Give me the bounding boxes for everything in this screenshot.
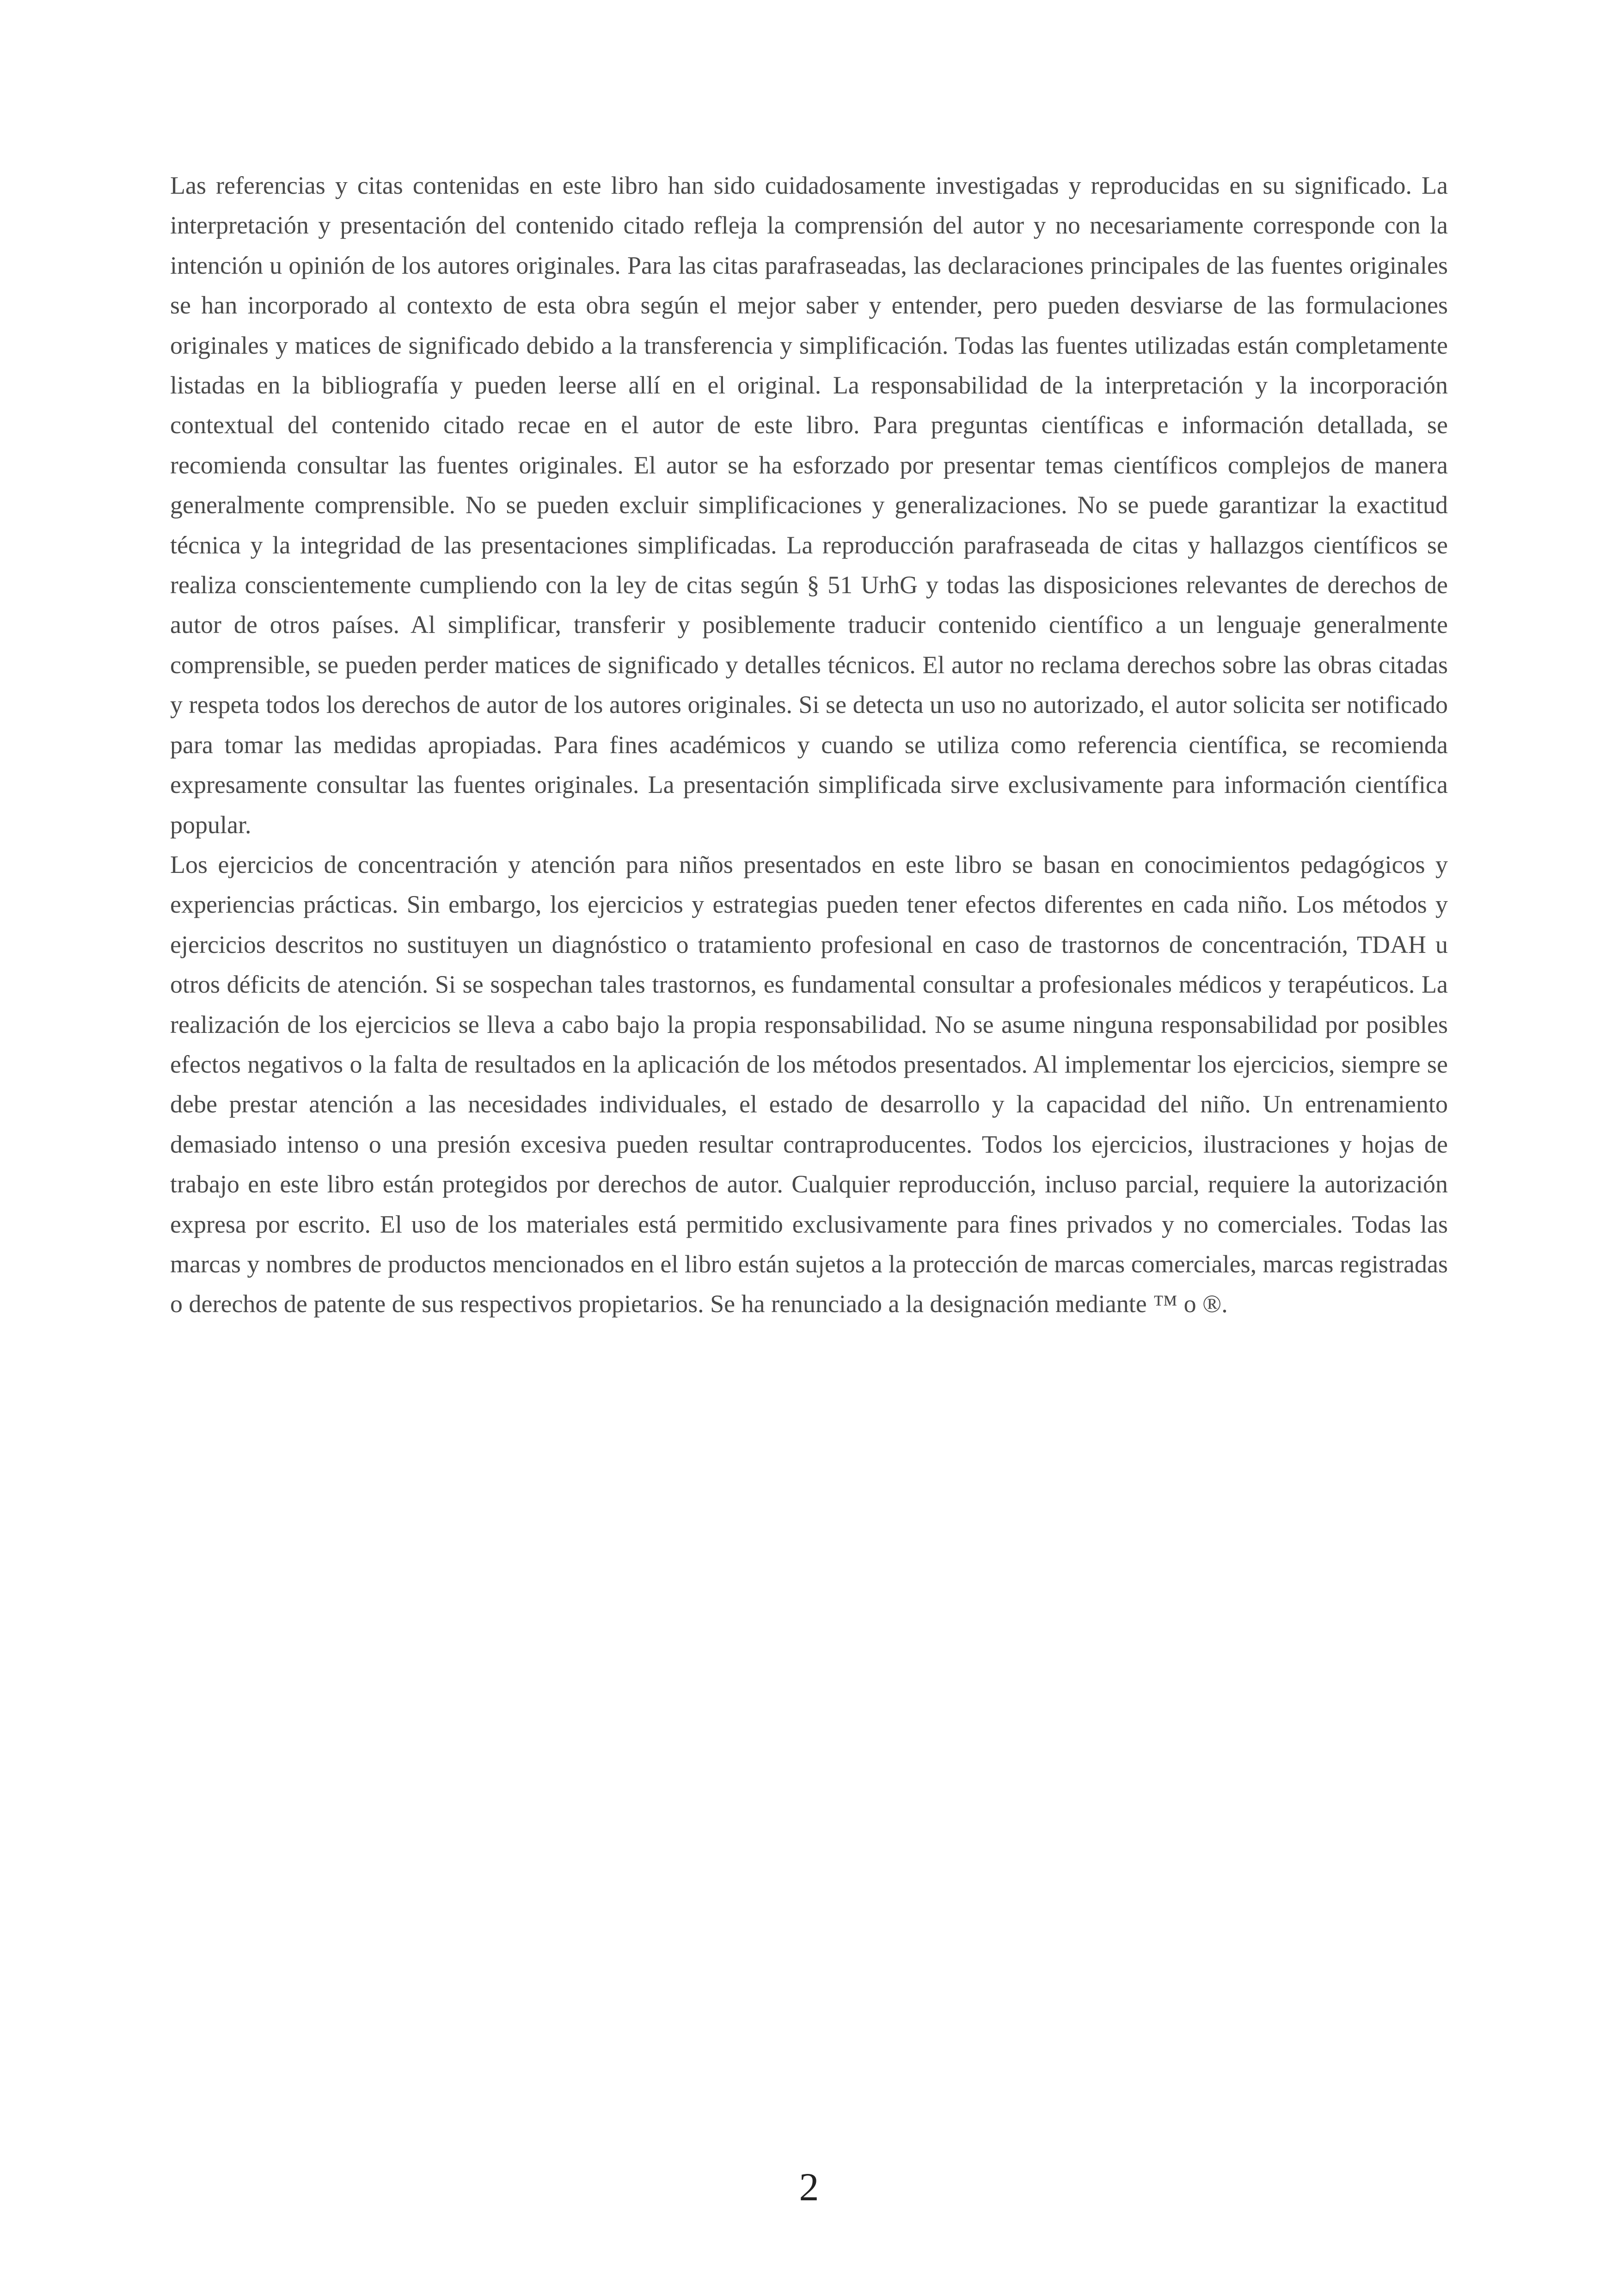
page-number: 2 (799, 2165, 819, 2209)
body-text (170, 166, 1448, 1324)
paragraph-citations-disclaimer: Las referencias y citas contenidas en este libro han sido cuidadosamente investigadas y reproducidas en su significado. La interpretación y presentación del contenido citado refleja la comprensión del autor y no necesariamente corresponde con la intención u opinión de los autores originales. Para las citas parafraseadas, las declaraciones principales de las fuentes originales se han incorporado al contexto de esta obra según el mejor saber y entender, pero pueden desviarse de las formulaciones originales y matices de significado debido a la transferencia y simplificación. Todas las fuentes utilizadas están completamente listadas en la bibliografía y pueden leerse allí en el original. La responsabilidad de la interpretación y la incorporación contextual del contenido citado recae en el autor de este libro. Para preguntas científicas e información detallada, se recomienda consultar las fuentes originales. El autor se ha esforzado por presentar temas científicos complejos de manera generalmente comprensible. No se pueden excluir simplificaciones y generalizaciones. No se puede garantizar la exactitud técnica y la integridad de las presentaciones simplificadas. La reproducción parafraseada de citas y hallazgos científicos se realiza conscientemente cumpliendo con la ley de citas según § 51 UrhG y todas las disposiciones relevantes de derechos de autor de otros países. Al simplificar, transferir y posiblemente traducir contenido científico a un lenguaje generalmente comprensible, se pueden perder matices de significado y detalles técnicos. El autor no reclama derechos sobre las obras citadas y respeta todos los derechos de autor de los autores originales. Si se detecta un uso no autorizado, el autor solicita ser notificado para tomar las medidas apropiadas. Para fines académicos y cuando se utiliza como referencia científica, se recomienda expresamente consultar las fuentes originales. La presentación simplificada sirve exclusivamente para información científica popular. (170, 172, 1448, 839)
paragraph-exercises-disclaimer: Los ejercicios de concentración y atención para niños presentados en este libro se basan en conocimientos pedagógicos y experiencias prácticas. Sin embargo, los ejercicios y estrategias pueden tener efectos diferentes en cada niño. Los métodos y ejercicios descritos no sustituyen un diagnóstico o tratamiento profesional en caso de trastornos de concentración, TDAH u otros déficits de atención. Si se sospechan tales trastornos, es fundamental consultar a profesionales médicos y terapéuticos. La realización de los ejercicios se lleva a cabo bajo la propia responsabilidad. No se asume ninguna responsabilidad por posibles efectos negativos o la falta de resultados en la aplicación de los métodos presentados. Al implementar los ejercicios, siempre se debe prestar atención a las necesidades individuales, el estado de desarrollo y la capacidad del niño. Un entrenamiento demasiado intenso o una presión excesiva pueden resultar contraproducentes. Todos los ejercicios, ilustraciones y hojas de trabajo en este libro están protegidos por derechos de autor. Cualquier reproducción, incluso parcial, requiere la autorización expresa por escrito. El uso de los materiales está permitido exclusivamente para fines privados y no comerciales. Todas las marcas y nombres de productos mencionados en el libro están sujetos a la protección de marcas comerciales, marcas registradas o derechos de patente de sus respectivos propietarios. Se ha renunciado a la designación mediante ™ o ®. (170, 850, 1448, 1318)
